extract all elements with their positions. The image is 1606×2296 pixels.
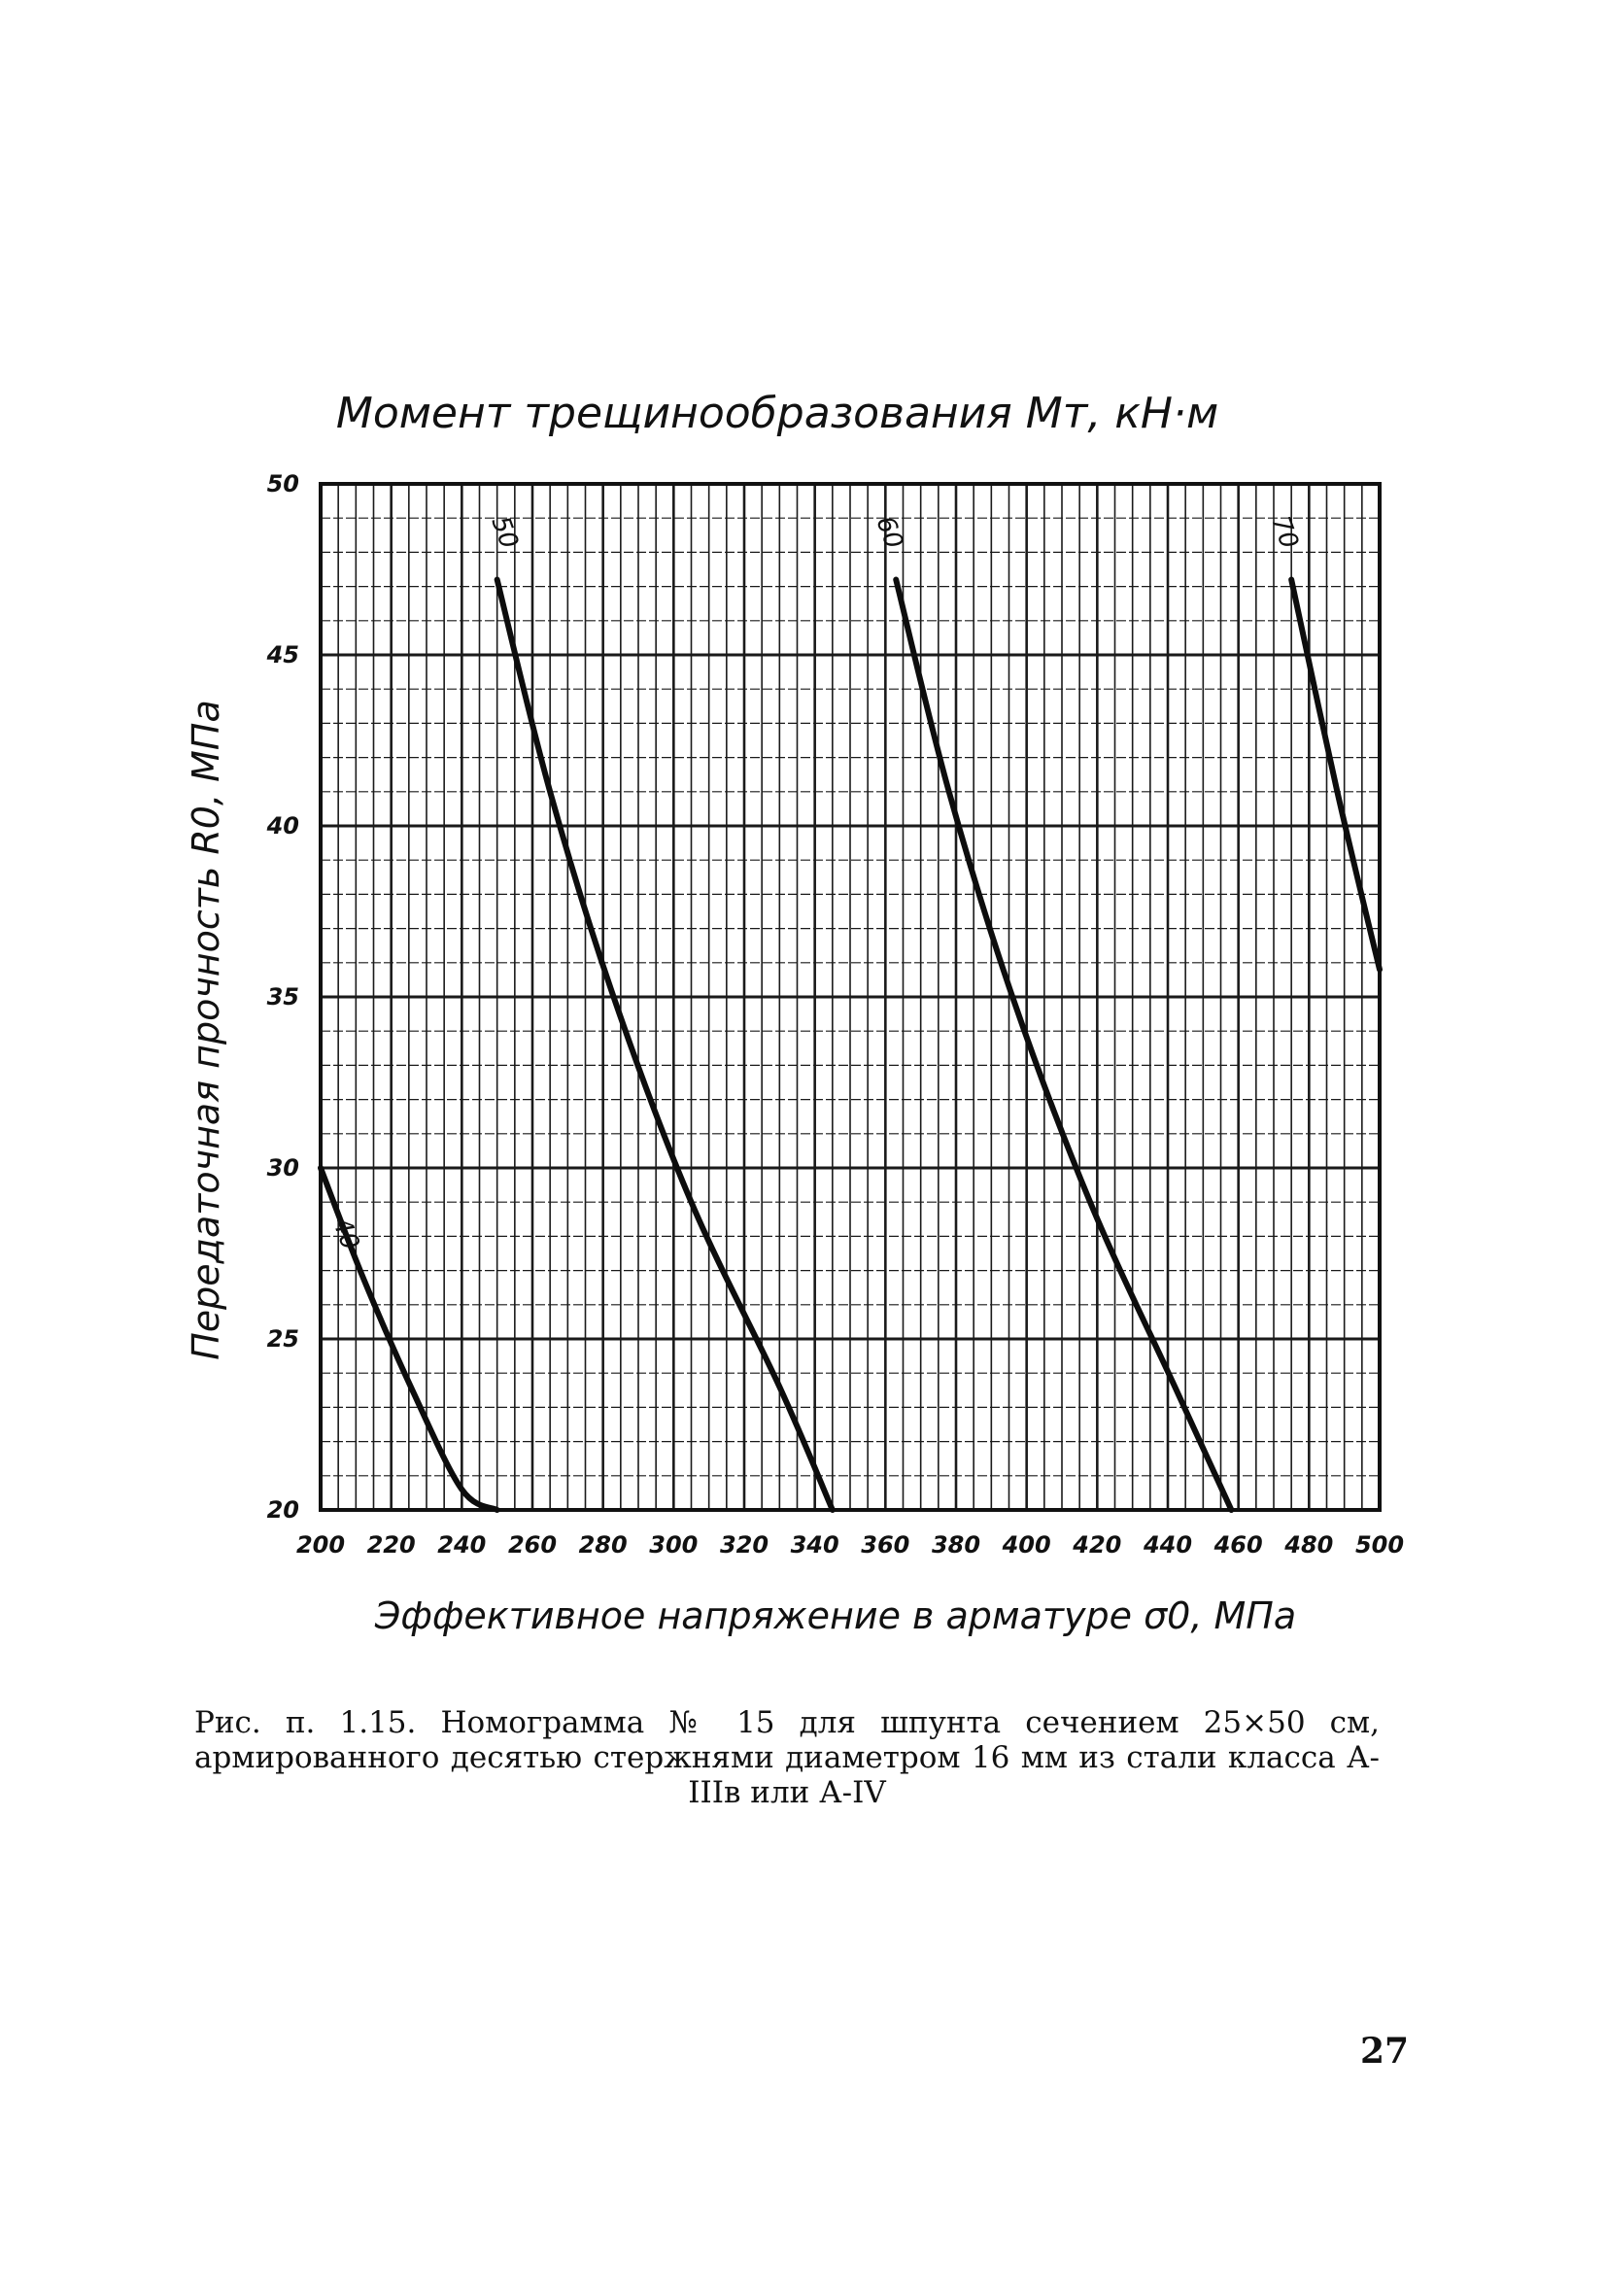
- x-tick-label: 340: [790, 1531, 839, 1559]
- y-tick-label: 40: [266, 812, 299, 840]
- x-tick-label: 460: [1213, 1531, 1263, 1559]
- curve-label-60: 60: [870, 512, 908, 553]
- x-tick-label: 500: [1354, 1531, 1405, 1559]
- curve-label-40: 40: [325, 1213, 365, 1254]
- figure-caption: Рис. п. 1.15. Номограмма № 15 для шпунта сечением 25×50 см, армированного десятью стержнями диаметром 16 мм из стали класса А-IIIв или А-IV: [194, 1705, 1380, 1810]
- x-tick-label: 300: [649, 1531, 699, 1559]
- y-tick-label: 35: [266, 983, 299, 1011]
- x-tick-label: 440: [1143, 1531, 1193, 1559]
- y-tick-labels: [266, 470, 299, 1524]
- chart-title: Момент трещинообразования Mт, кН·м: [335, 389, 1219, 438]
- y-tick-label: 25: [266, 1325, 299, 1353]
- y-axis-label: Передаточная прочность R0, МПа: [185, 700, 227, 1360]
- x-tick-label: 360: [861, 1531, 910, 1559]
- page-number: 27: [1360, 2031, 1410, 2072]
- curve-label-50: 50: [485, 512, 524, 553]
- curve-label-70: 70: [1265, 512, 1304, 553]
- x-axis-label: Эффективное напряжение в арматуре σ0, МПа: [374, 1594, 1297, 1637]
- x-tick-label: 400: [1002, 1531, 1051, 1559]
- x-tick-label: 280: [578, 1531, 628, 1559]
- y-tick-label: 30: [266, 1154, 299, 1182]
- curve-m-50: [497, 580, 833, 1510]
- x-tick-labels: [296, 1531, 1404, 1559]
- chart-grid: [321, 484, 1380, 1510]
- x-tick-label: 320: [719, 1531, 769, 1559]
- x-tick-label: 380: [931, 1531, 981, 1559]
- x-tick-label: 200: [295, 1531, 346, 1559]
- y-tick-label: 50: [266, 470, 299, 497]
- y-tick-label: 20: [266, 1496, 299, 1524]
- x-tick-label: 480: [1284, 1531, 1334, 1559]
- x-tick-label: 220: [366, 1531, 416, 1559]
- curve-m-70: [1291, 580, 1380, 970]
- x-tick-label: 240: [437, 1531, 487, 1559]
- x-tick-label: 260: [507, 1531, 558, 1559]
- y-tick-label: 45: [266, 641, 299, 668]
- curve-m-60: [896, 580, 1231, 1510]
- x-tick-label: 420: [1073, 1531, 1122, 1559]
